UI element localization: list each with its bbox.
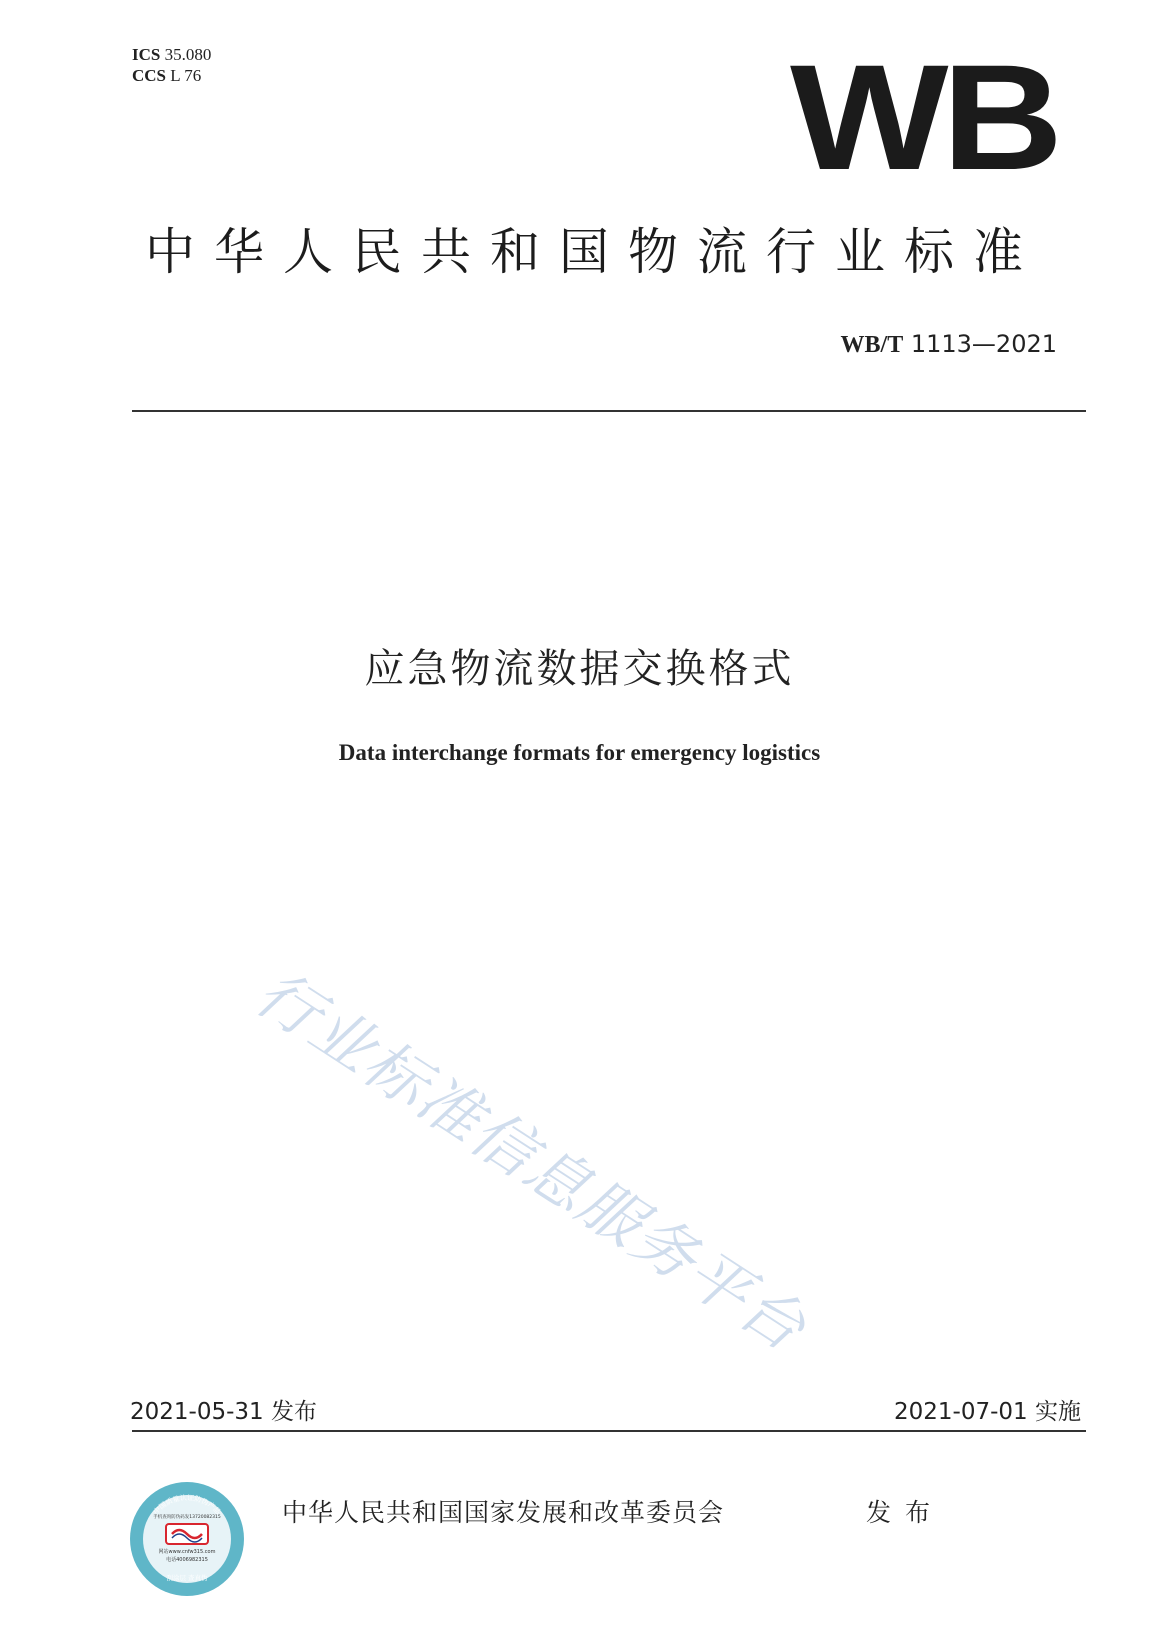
seal-line-1: 手机查询防伪码发13720082315 bbox=[153, 1515, 221, 1520]
ics-code: ICS 35.080 bbox=[132, 45, 212, 64]
title-english: Data interchange formats for emergency logistics bbox=[338, 740, 821, 765]
issue-date: 2021-05-31 发布 bbox=[130, 1399, 317, 1425]
seal-emblem-icon bbox=[166, 1524, 208, 1544]
seal-ring-text: 中国质量认证防伪产品 bbox=[152, 1493, 222, 1516]
publish-label: 发布 bbox=[866, 1498, 945, 1527]
wb-logo: WB bbox=[790, 33, 1057, 201]
standard-code-number: 1113—2021 bbox=[910, 330, 1057, 358]
classification-codes bbox=[132, 44, 211, 86]
seal-line-2: 网站www.cnfw315.com bbox=[158, 1549, 216, 1555]
seal-bottom-text: 刮涂层 查真伪 bbox=[166, 1574, 208, 1582]
anti-counterfeit-seal bbox=[128, 1480, 246, 1598]
ccs-code: CCS L 76 bbox=[132, 66, 202, 85]
title-chinese: 应急物流数据交换格式 bbox=[364, 646, 795, 692]
top-divider bbox=[132, 410, 1086, 412]
publisher-name: 中华人民共和国国家发展和改革委员会 bbox=[282, 1498, 725, 1527]
standard-number bbox=[841, 330, 1057, 359]
watermark: 行业标准信息服务平台 bbox=[243, 955, 820, 1366]
implementation-date: 2021-07-01 实施 bbox=[894, 1399, 1081, 1425]
bottom-divider bbox=[132, 1430, 1086, 1432]
standard-type: 中华人民共和国物流行业标准 bbox=[145, 223, 1042, 281]
standard-code-prefix: WB/T bbox=[840, 332, 904, 358]
ccs-number: L 76 bbox=[170, 66, 202, 85]
seal-line-3: 电话4006982315 bbox=[166, 1557, 208, 1563]
ics-number: 35.080 bbox=[164, 45, 212, 64]
